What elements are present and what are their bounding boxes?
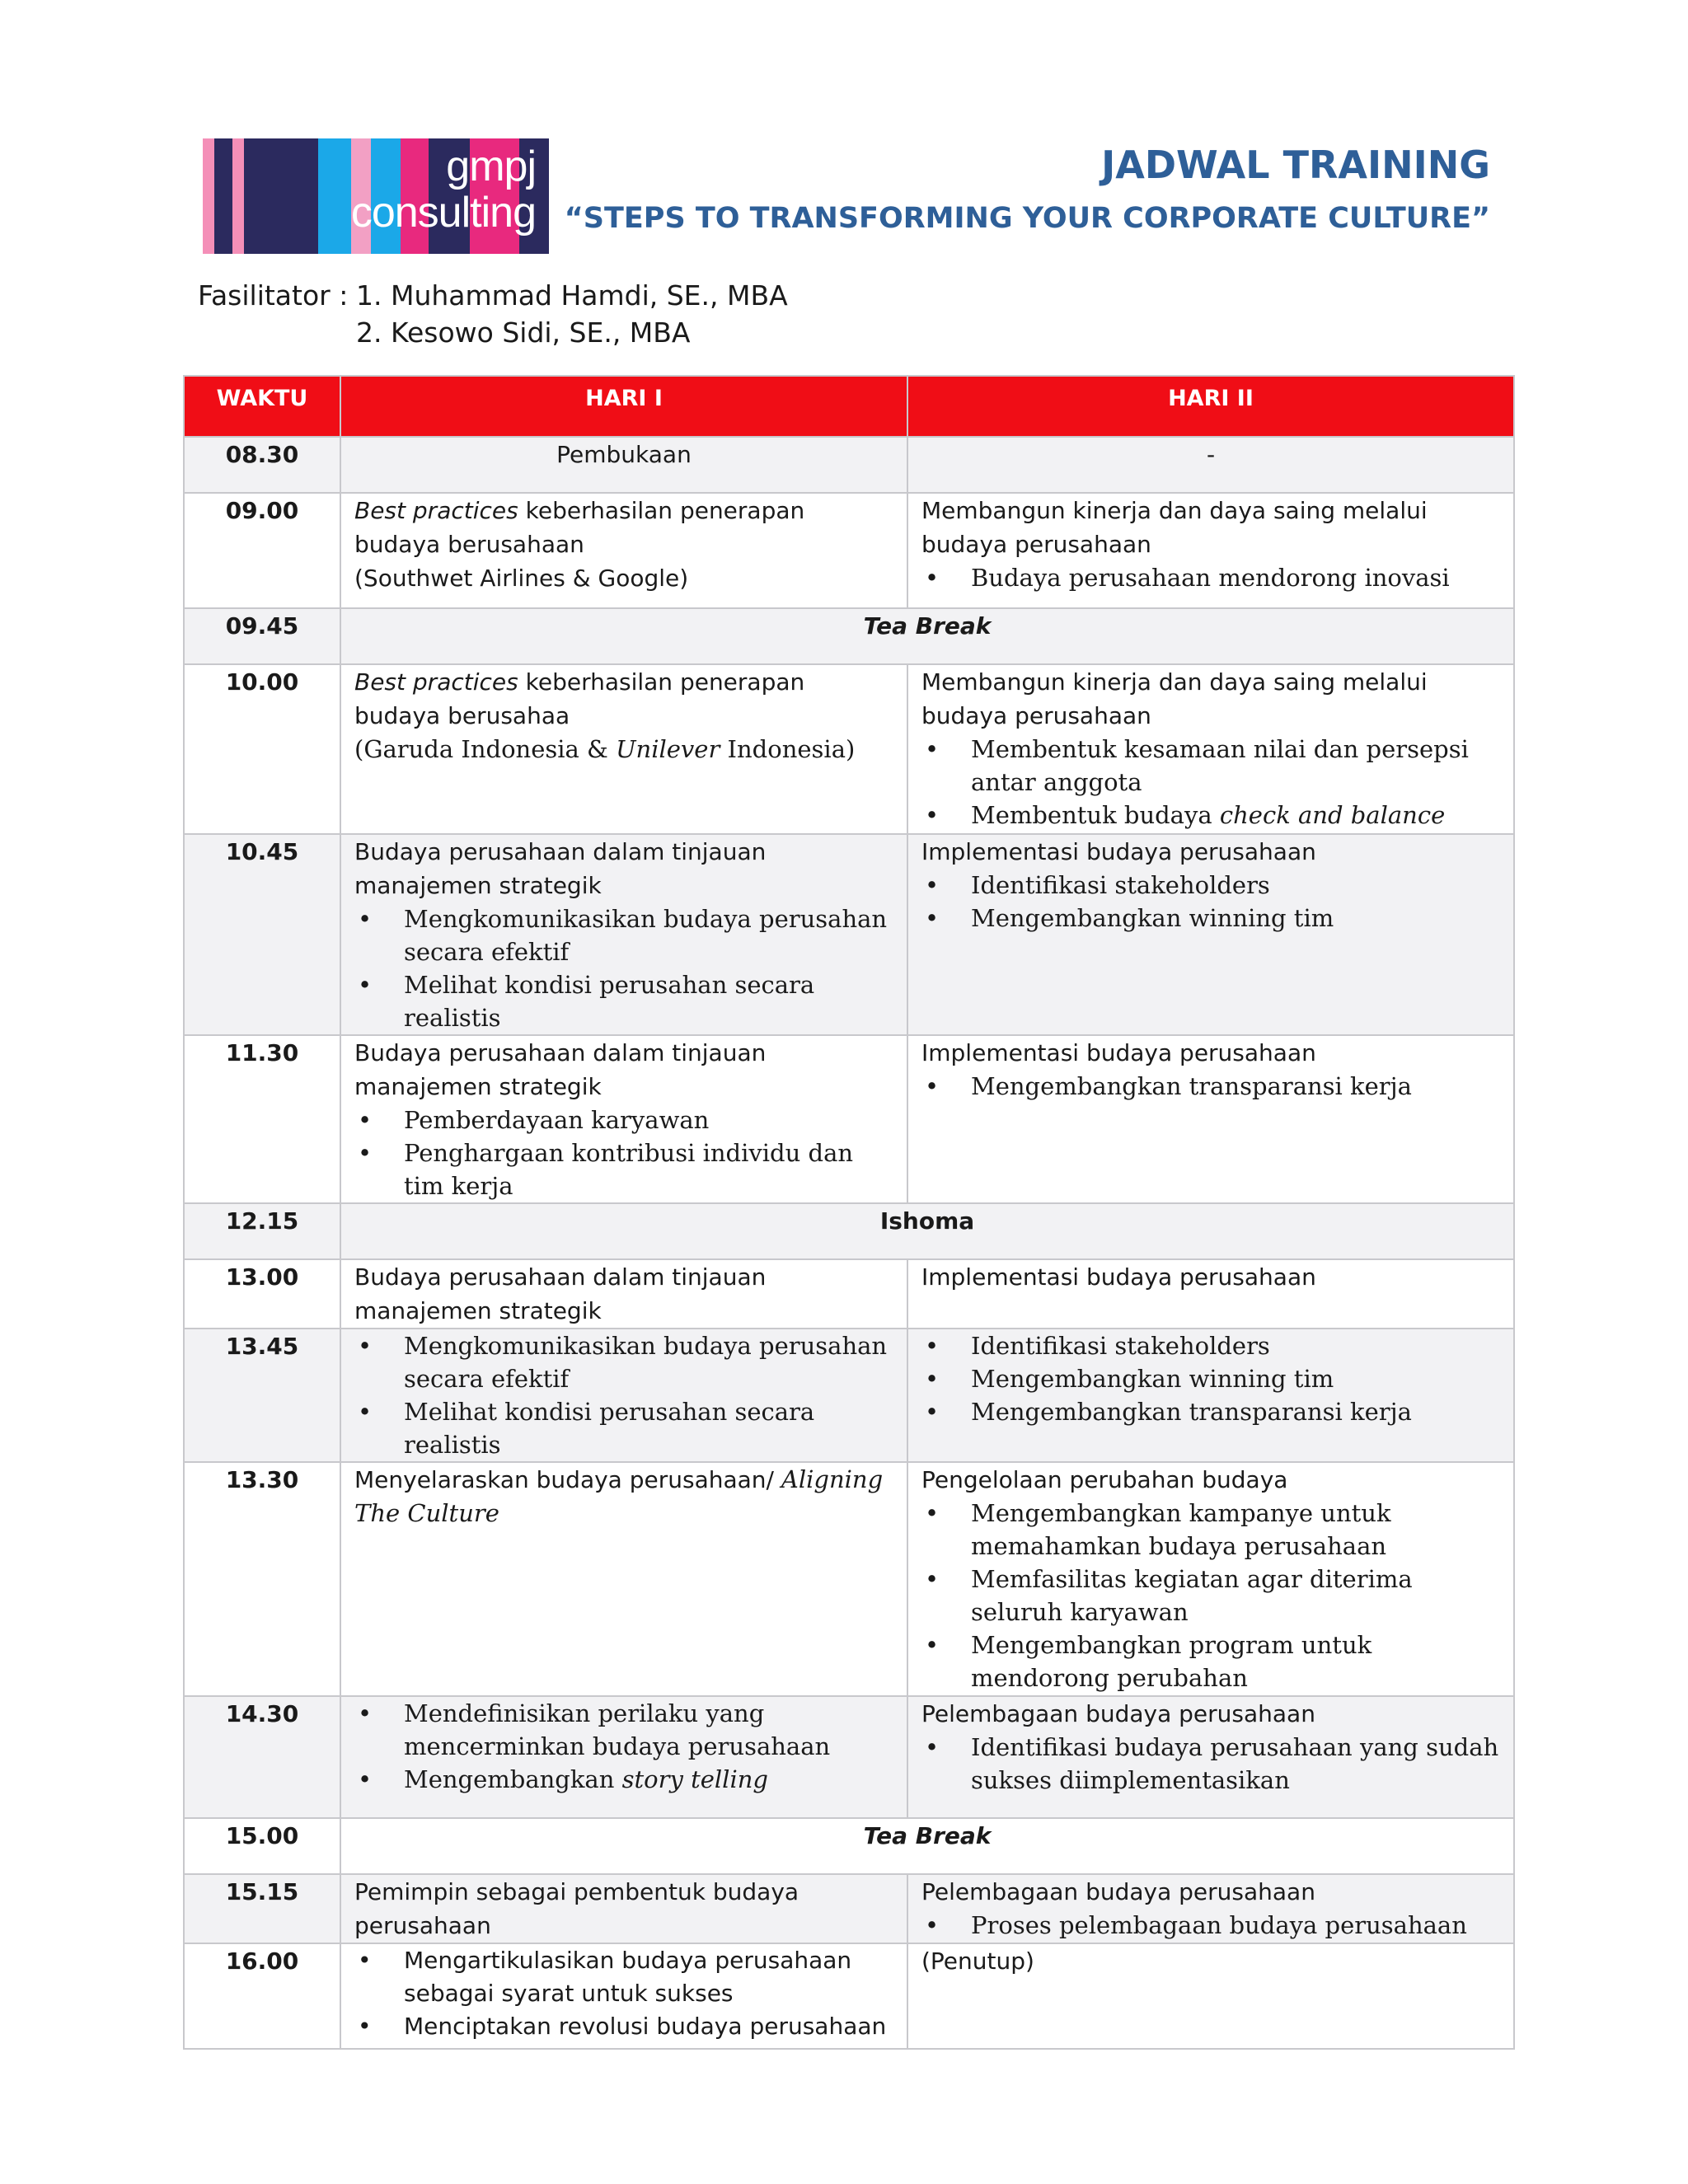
day1-cell: Pembukaan — [340, 437, 907, 493]
subtext-part: (Garuda Indonesia & — [354, 735, 617, 763]
logo-line-1: gmpj — [446, 143, 536, 190]
day1-cell — [340, 1696, 907, 1818]
list-item: • Mengembangkan winning tim — [921, 1362, 1500, 1395]
time-cell: 09.45 — [184, 608, 340, 664]
table-row — [184, 1203, 1514, 1259]
bullet-list — [921, 1497, 1500, 1694]
list-item: • Identifikasi stakeholders — [921, 1329, 1500, 1362]
list-item: • Mengkomunikasikan budaya perusahan secara efektif — [354, 902, 893, 968]
day1-cell — [340, 1943, 907, 2049]
list-item: • Proses pelembagaan budaya perusahaan — [921, 1909, 1500, 1942]
day2-cell — [907, 493, 1514, 608]
list-item: • Mengembangkan transparansi kerja — [921, 1070, 1500, 1103]
list-item: • Budaya perusahaan mendorong inovasi — [921, 561, 1500, 594]
list-item: • Mengkomunikasikan budaya perusahan secara efektif — [354, 1329, 893, 1395]
list-item: • Mendefinisikan perilaku yang mencerminkan budaya perusahaan — [354, 1697, 893, 1763]
time-cell: 12.15 — [184, 1203, 340, 1259]
facilitator-label: Fasilitator : — [198, 279, 349, 312]
day2-cell — [907, 1696, 1514, 1818]
document-header — [565, 138, 1490, 241]
day2-cell — [907, 1874, 1514, 1943]
page-title: JADWAL TRAINING — [1101, 143, 1490, 187]
emphasis-text: Unilever — [616, 735, 720, 763]
session-text: Pengelolaan perubahan budaya — [921, 1466, 1288, 1493]
logo-stripe — [214, 138, 232, 254]
bullet-list — [921, 1329, 1500, 1428]
facilitator-name: 2. Kesowo Sidi, SE., MBA — [356, 316, 691, 349]
logo-stripe — [318, 138, 351, 254]
day1-cell: Pemimpin sebagai pembentuk budaya perusahaan — [340, 1874, 907, 1943]
list-item: • Mengartikulasikan budaya perusahaan sebagai syarat untuk sukses — [354, 1944, 893, 2010]
emphasis-text: Best practices — [354, 497, 518, 524]
day1-cell — [340, 1329, 907, 1462]
bullet-list — [921, 1909, 1500, 1942]
emphasis-text: check and balance — [1219, 801, 1446, 829]
table-row — [184, 834, 1514, 1035]
page-subtitle: “STEPS TO TRANSFORMING YOUR CORPORATE CULTURE” — [564, 202, 1490, 235]
logo-stripe — [232, 138, 244, 254]
time-cell: 09.00 — [184, 493, 340, 608]
table-row — [184, 1259, 1514, 1329]
list-item: • Melihat kondisi perusahan secara realistis — [354, 1395, 893, 1461]
list-item — [354, 1763, 893, 1796]
day2-cell — [907, 1329, 1514, 1462]
time-cell: 10.00 — [184, 664, 340, 834]
list-item: • Mengembangkan kampanye untuk memahamkan budaya perusahaan — [921, 1497, 1500, 1563]
day1-cell — [340, 664, 907, 834]
logo — [203, 138, 549, 254]
table-row — [184, 493, 1514, 608]
session-text: Menyelaraskan budaya perusahaan/ — [354, 1466, 781, 1493]
table-row — [184, 1874, 1514, 1943]
time-cell: 15.15 — [184, 1874, 340, 1943]
list-item: • Memfasilitas kegiatan agar diterima seluruh karyawan — [921, 1563, 1500, 1629]
session-subtext: (Southwet Airlines & Google) — [354, 565, 689, 592]
list-item-text: Membentuk budaya — [971, 801, 1220, 829]
table-row — [184, 1818, 1514, 1874]
list-item-text: Mengembangkan — [404, 1765, 622, 1793]
bullet-list — [921, 869, 1500, 935]
list-item: • Pemberdayaan karyawan — [354, 1104, 893, 1137]
list-item: • Identifikasi stakeholders — [921, 869, 1500, 902]
logo-stripe — [244, 138, 318, 254]
break-cell: Ishoma — [340, 1203, 1514, 1259]
bullet-list — [354, 1944, 893, 2043]
logo-stripe — [203, 138, 214, 254]
session-text: Budaya perusahaan dalam tinjauan manajemen strategik — [354, 838, 767, 899]
table-row — [184, 1696, 1514, 1818]
session-text: Implementasi budaya perusahaan — [921, 838, 1316, 865]
table-row — [184, 664, 1514, 834]
break-cell: Tea Break — [340, 1818, 1514, 1874]
time-cell: 13.45 — [184, 1329, 340, 1462]
day1-cell — [340, 1462, 907, 1696]
session-text: keberhasilan penerapan budaya berusahaa — [354, 668, 805, 729]
emphasis-text: Aligning The Culture — [354, 1465, 884, 1527]
bullet-list — [921, 1731, 1500, 1797]
list-item: • Mengembangkan transparansi kerja — [921, 1395, 1500, 1428]
time-cell: 10.45 — [184, 834, 340, 1035]
day1-cell — [340, 493, 907, 608]
subtext-part: Indonesia) — [720, 735, 856, 763]
time-cell: 13.00 — [184, 1259, 340, 1329]
list-item: • Membentuk kesamaan nilai dan persepsi antar anggota — [921, 733, 1500, 799]
list-item: • Melihat kondisi perusahan secara realistis — [354, 968, 893, 1034]
list-item: • Mengembangkan winning tim — [921, 902, 1500, 935]
day2-cell — [907, 1462, 1514, 1696]
table-row — [184, 1943, 1514, 2049]
bullet-list — [921, 1070, 1500, 1103]
session-text: Membangun kinerja dan daya saing melalui budaya perusahaan — [921, 668, 1428, 729]
column-header-hari-2: HARI II — [907, 376, 1514, 437]
table-row — [184, 1462, 1514, 1696]
time-cell: 13.30 — [184, 1462, 340, 1696]
day2-cell — [907, 664, 1514, 834]
day1-cell — [340, 1035, 907, 1203]
bullet-list — [921, 733, 1500, 832]
day2-cell — [907, 1035, 1514, 1203]
table-row — [184, 1329, 1514, 1462]
list-item: • Identifikasi budaya perusahaan yang sudah sukses diimplementasikan — [921, 1731, 1500, 1797]
column-header-hari-1: HARI I — [340, 376, 907, 437]
table-header-row — [184, 376, 1514, 437]
day2-cell — [907, 834, 1514, 1035]
bullet-list — [354, 1104, 893, 1202]
day2-cell: - — [907, 437, 1514, 493]
session-text: Pelembagaan budaya perusahaan — [921, 1700, 1315, 1727]
table-row — [184, 1035, 1514, 1203]
table-row — [184, 437, 1514, 493]
bullet-list — [354, 1697, 893, 1796]
emphasis-text: story telling — [621, 1765, 768, 1793]
time-cell: 11.30 — [184, 1035, 340, 1203]
day2-cell: Implementasi budaya perusahaan — [907, 1259, 1514, 1329]
bullet-list — [354, 1329, 893, 1461]
time-cell: 16.00 — [184, 1943, 340, 2049]
session-text: Pelembagaan budaya perusahaan — [921, 1878, 1315, 1905]
session-text: keberhasilan penerapan budaya berusahaan — [354, 497, 805, 558]
list-item: • Menciptakan revolusi budaya perusahaan — [354, 2010, 893, 2043]
list-item: • Mengembangkan program untuk mendorong perubahan — [921, 1629, 1500, 1694]
break-cell: Tea Break — [340, 608, 1514, 664]
schedule-table — [183, 375, 1515, 2050]
bullet-list — [921, 561, 1500, 594]
emphasis-text: Best practices — [354, 668, 518, 696]
logo-text — [351, 143, 536, 236]
table-row — [184, 608, 1514, 664]
column-header-waktu: WAKTU — [184, 376, 340, 437]
time-cell: 15.00 — [184, 1818, 340, 1874]
time-cell: 14.30 — [184, 1696, 340, 1818]
session-text: Implementasi budaya perusahaan — [921, 1039, 1316, 1066]
list-item: • Penghargaan kontribusi individu dan tim kerja — [354, 1137, 893, 1202]
bullet-list — [354, 902, 893, 1034]
logo-line-2: consulting — [350, 189, 536, 237]
facilitator-names — [356, 277, 788, 351]
facilitator-name: 1. Muhammad Hamdi, SE., MBA — [356, 279, 788, 312]
day2-cell: (Penutup) — [907, 1943, 1514, 2049]
list-item — [921, 799, 1500, 832]
session-text: Membangun kinerja dan daya saing melalui budaya perusahaan — [921, 497, 1428, 558]
time-cell: 08.30 — [184, 437, 340, 493]
session-text: Budaya perusahaan dalam tinjauan manajemen strategik — [354, 1039, 767, 1100]
day1-cell — [340, 834, 907, 1035]
day1-cell: Budaya perusahaan dalam tinjauan manajemen strategik — [340, 1259, 907, 1329]
session-subtext — [354, 733, 893, 766]
